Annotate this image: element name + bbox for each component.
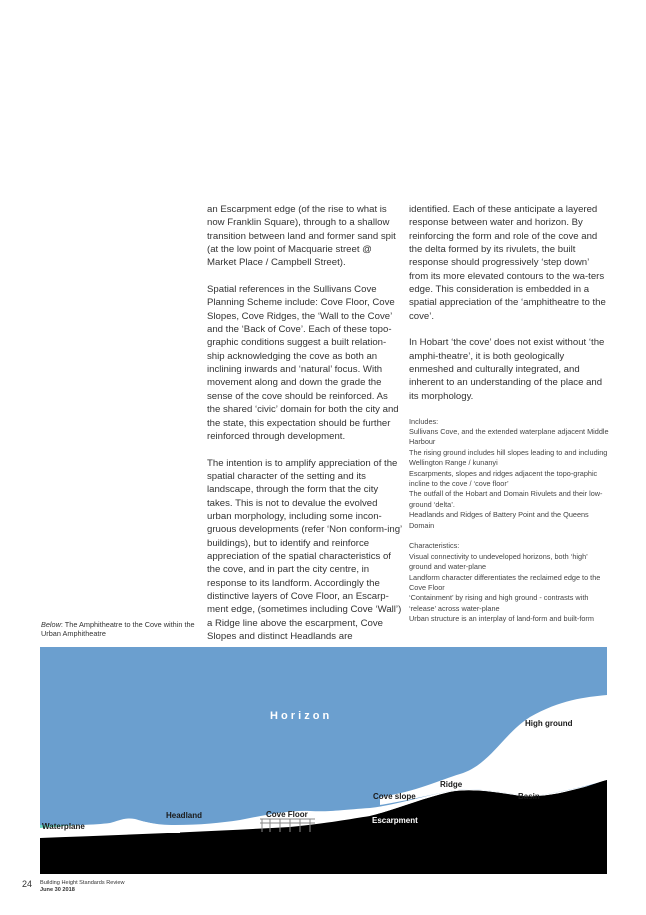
caption-lead: Below: [41, 620, 61, 629]
label-ridge: Ridge: [440, 780, 463, 789]
list-item: The outfall of the Hobart and Domain Rivulets and their low-ground ‘delta’.: [409, 489, 603, 509]
body-column-left: [207, 203, 403, 657]
label-headland: Headland: [166, 811, 203, 820]
document-date: June 30 2018: [40, 887, 75, 893]
includes-heading: Includes:: [409, 416, 439, 426]
list-item: The rising ground includes hill slopes leading to and including Wellington Range / kunanyi: [409, 447, 608, 468]
list-item: Headlands and Ridges of Battery Point and the Queens Domain: [409, 510, 589, 530]
amphitheatre-diagram: [40, 647, 607, 874]
caption-text: : The Amphitheatre to the Cove within the Urban Amphitheatre: [41, 620, 195, 639]
paragraph: In Hobart ‘the cove’ does not exist without ‘the amphi-theatre’, it is both geologically enmeshed and culturally integrated, and inherent to an understanding of the place and its morphology.: [409, 337, 605, 402]
list-item: Escarpments, slopes and ridges adjacent the topo-graphic incline to the cove / ‘cove floor’: [409, 468, 598, 488]
list-item: Visual connectivity to undeveloped horizons, both ‘high’ ground and water-plane: [409, 551, 588, 572]
paragraph: The intention is to amplify appreciation of the spatial character of the setting and its landscape, through the form that the city takes. This is not to devalue the evolved urban morphology, including some incon-gruous developments (refer ‘Non conform-ing’ buildings), but to identify and reinforce appreciation of the spatial characteristics of the cove, and in part the city centre, in response to its landform. Accordingly the distinctive layers of Cove Floor, an Escarp-ment edge, (sometimes including Cove ‘Wall’) a Ridge line above the escarpment, Cove Slopes and distinct Headlands are: [207, 457, 402, 642]
characteristics-list: [409, 541, 609, 624]
label-cove-floor: Cove Floor: [266, 810, 308, 819]
label-basin: Basin: [518, 792, 540, 801]
includes-list: [409, 417, 609, 531]
label-escarpment: Escarpment: [372, 816, 418, 825]
label-high-ground: High ground: [525, 719, 573, 728]
body-column-right: [409, 203, 609, 635]
label-horizon: H o r i z o n: [270, 710, 330, 722]
list-item: Urban structure is an interplay of land-form and built-form: [409, 614, 594, 624]
paragraph: Spatial references in the Sullivans Cove Planning Scheme include: Cove Floor, Cove Slopes, Cove Ridges, the ‘Wall to the Cove’ and the ‘Back of Cove’. Each of these topo-graphic conditions suggest a built relation-ship acknowledging the cove as both an inclining inwards and ‘natural’ focus. With movement along and down the grade the sense of the cove should be reinforced. As the shared ‘civic’ domain for both the city and the state, this expectation should be further reinforced through development.: [207, 284, 399, 442]
label-waterplane: Waterplane: [42, 822, 85, 831]
list-item: ‘Containment’ by rising and high ground - contrasts with ‘release’ across water-plane: [409, 593, 589, 613]
paragraph: identified. Each of these anticipate a layered response between water and horizon. By reinforcing the form and role of the cove and the delta formed by its rivulets, the built response should progressively ‘step down’ from its more elevated contours to the wa-ters edge. This consideration is embedded in a spatial appreciation of the ‘amphitheatre to the cove’.: [409, 204, 606, 322]
list-item: Landform character differentiates the reclaimed edge to the Cove Floor: [409, 572, 601, 592]
page-number: 24: [22, 879, 33, 889]
list-item: Sullivans Cove, and the extended waterplane adjacent Middle Harbour: [409, 426, 609, 447]
label-cove-slope: Cove slope: [373, 792, 416, 801]
paragraph: an Escarpment edge (of the rise to what is now Franklin Square), through to a shallow transition between land and former sand spit (at the low point of Macquarie street @ Market Place / Campbell Street).: [207, 204, 396, 269]
figure-caption: [41, 620, 201, 638]
characteristics-heading: Characteristics:: [409, 541, 460, 551]
document-title: Building Height Standards Review: [40, 880, 125, 886]
